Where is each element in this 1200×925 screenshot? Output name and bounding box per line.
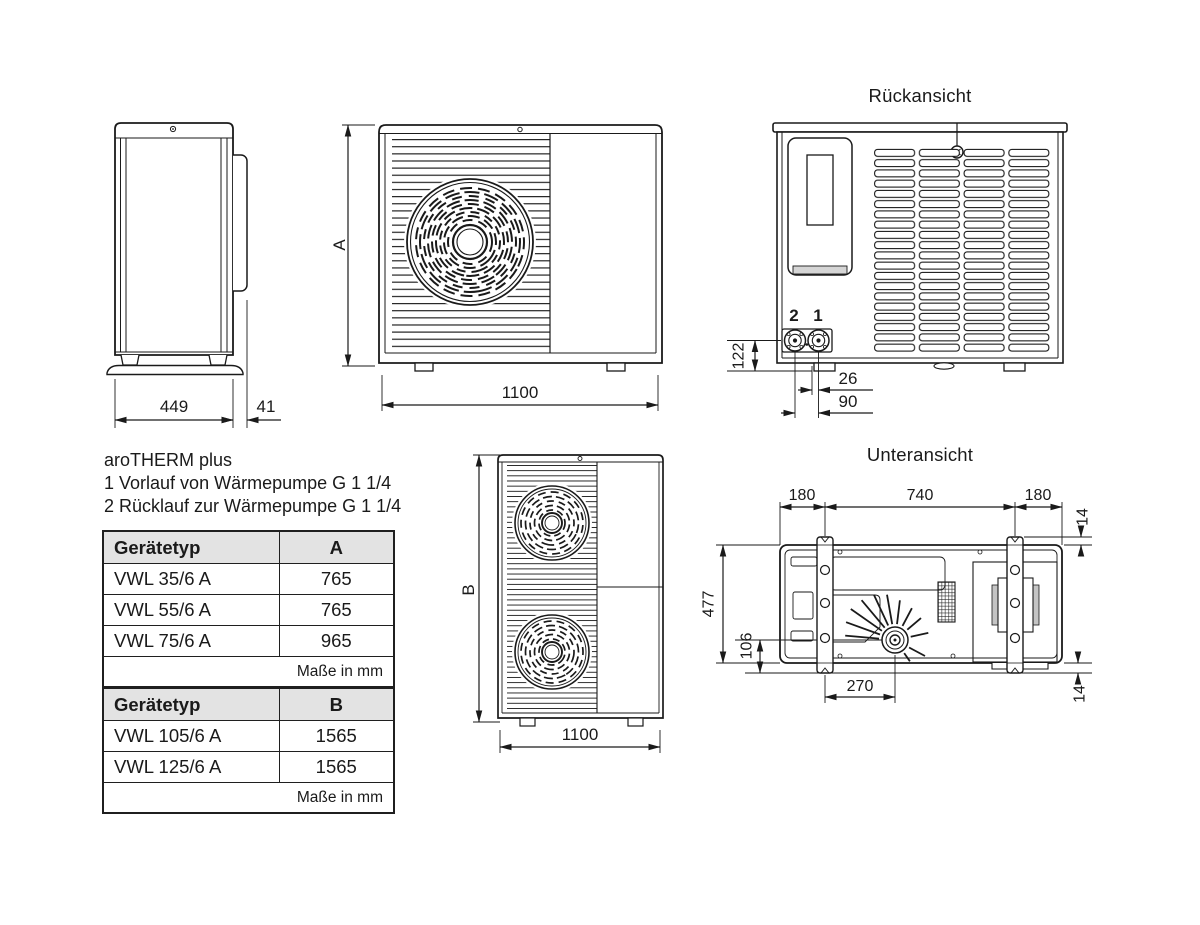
service-door [788,138,852,275]
table-b-header-dim: B [279,688,394,721]
table-a-header-dim: A [279,531,394,564]
bottom-view-drawing [690,445,1120,720]
dimension-14-bottom [1064,652,1092,703]
rear-view-title: Rückansicht [868,85,972,106]
dim-26-label: 26 [838,369,858,388]
device-name: VWL 75/6 A [103,626,279,657]
base-plate [107,366,243,375]
device-name: VWL 125/6 A [103,752,279,783]
dimension-106 [739,633,760,673]
table-b-header-device: Gerätetyp [103,688,279,721]
side-view-body [107,123,247,375]
foot-right [628,718,643,726]
dimension-top-row [780,487,1062,545]
dim-106-label: 106 [738,632,756,660]
front-body [498,455,663,726]
side-view-drawing [85,100,305,430]
dim-477-label: 477 [700,590,718,618]
dimension-B [459,455,500,722]
dimension-A [330,125,375,366]
vent-mesh [938,582,955,622]
front-body [379,125,662,371]
dim-41-label: 41 [256,397,276,416]
condensate-drain-icon [934,363,954,369]
dim-14-top-label: 14 [1074,508,1092,526]
table-row [103,752,394,783]
dimension-449 [115,379,233,428]
wall-rail-left [817,537,833,673]
dimension-1100 [500,725,660,753]
dim-180-left-label: 180 [788,487,816,504]
dim-B-label: B [458,584,478,596]
table-row [103,595,394,626]
legend-item-1: 1 Vorlauf von Wärmepumpe G 1 1/4 [104,473,392,493]
table-footer-row [103,783,394,814]
foot-right [209,355,227,365]
rear-louvre-grid [874,148,1053,353]
product-name: aroTHERM plus [104,450,233,470]
foot-right [607,363,625,371]
legend-item-2: 2 Rücklauf zur Wärmepumpe G 1 1/4 [104,496,402,516]
table-row [103,564,394,595]
dim-90-label: 90 [838,392,858,411]
dim-740-label: 740 [906,487,934,504]
dim-270-label: 270 [846,678,874,695]
fan-grille-icon [512,483,592,563]
dim-14-bottom-label: 14 [1071,685,1089,703]
foot-left [520,718,535,726]
rear-body [773,123,1067,371]
table-a-header-device: Gerätetyp [103,531,279,564]
bottom-view-title: Unteransicht [866,444,974,465]
rear-view-drawing [715,80,1135,425]
table-row [103,626,394,657]
device-name: VWL 105/6 A [103,721,279,752]
dim-1100-label: 1100 [501,383,539,402]
legend-block [104,449,401,518]
device-value: 965 [279,626,394,657]
door-bottom-bar [793,266,847,274]
foot-right [1004,363,1025,371]
foot-left [814,363,835,371]
bottom-body [735,537,1062,673]
device-table-b [102,687,395,814]
units-note: Maße in mm [103,783,394,814]
door-window [807,155,833,225]
rear-grille-bump [233,155,247,291]
fan-grille-icon [512,612,592,692]
dim-449-label: 449 [159,397,189,416]
units-note: Maße in mm [103,657,394,688]
foot-left [415,363,433,371]
front-view-single-fan-drawing [330,95,685,440]
device-name: VWL 35/6 A [103,564,279,595]
foot-left [121,355,139,365]
hydraulic-ports [782,329,832,352]
dimension-1100 [382,375,658,411]
dim-122-label: 122 [730,342,748,370]
device-value: 765 [279,564,394,595]
dim-A-label: A [329,239,349,251]
device-value: 1565 [279,752,394,783]
port-1-label: 1 [813,306,823,325]
table-row [103,721,394,752]
wall-rail-right [1007,537,1023,673]
dim-180-right-label: 180 [1024,487,1052,504]
device-value: 1565 [279,721,394,752]
device-table-a [102,530,395,688]
front-view-double-fan-drawing [440,440,700,790]
port-2-label: 2 [789,306,799,325]
device-name: VWL 55/6 A [103,595,279,626]
device-value: 765 [279,595,394,626]
dim-1100-label: 1100 [561,725,599,744]
table-footer-row [103,657,394,688]
